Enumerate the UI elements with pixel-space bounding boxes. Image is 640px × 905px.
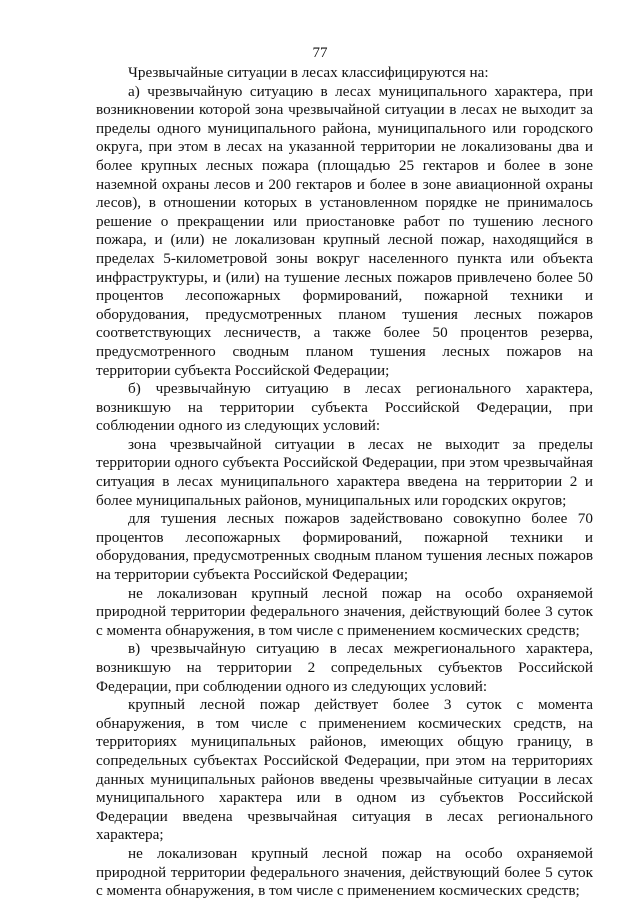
paragraph-item-b: б) чрезвычайную ситуацию в лесах регионального характера, возникшую на территории субъекта Российской Федерации, при соблюдении одного из следующих условий: bbox=[96, 380, 593, 435]
paragraph-item-c: в) чрезвычайную ситуацию в лесах межрегионального характера, возникшую на территории 2 сопредельных субъектов Российской Федерации, при соблюдении одного из следующих условий: bbox=[96, 640, 593, 695]
paragraph-condition-c2: не локализован крупный лесной пожар на особо охраняемой природной территории федерального значения, действующий более 5 суток с момента обнаружения, в том числе с применением космических средств; bbox=[96, 844, 593, 900]
paragraph-item-a: а) чрезвычайную ситуацию в лесах муниципального характера, при возникновении которой зона чрезвычайной ситуации в лесах не выходит за пределы одного муниципального района, муниципального или городского округа, при этом в лесах на указанной территории не локализованы два и более крупных лесных пожара (площадью 25 гектаров и более в зоне наземной охраны лесов и 200 гектаров и более в зоне авиационной охраны лесов), в отношении которых в установленном порядке не принималось решение о прекращении или приостановке работ по тушению лесного пожара, и (или) не локализован крупный лесной пожар, находящийся в пределах 5-километровой зоны вокруг населенного пункта или объекта инфраструктуры, и (или) на тушение лесных пожаров привлечено более 50 процентов лесопожарных формирований, пожарной техники и оборудования, предусмотренных планом тушения лесных пожаров соответствующих лесничеств, а также более 50 процентов резерва, предусмотренного сводным планом тушения лесных пожаров на территории субъекта Российской Федерации; bbox=[96, 82, 593, 379]
paragraph-condition-b3: не локализован крупный лесной пожар на особо охраняемой природной территории федерального значения, действующий более 3 суток с момента обнаружения, в том числе с применением космических средств; bbox=[96, 584, 593, 639]
paragraph-condition-b1: зона чрезвычайной ситуации в лесах не выходит за пределы территории одного субъекта Российской Федерации, при этом чрезвычайная ситуация в лесах муниципального характера введена на территории 2 и более муниципальных районов, муниципальных или городских округов; bbox=[96, 435, 593, 509]
paragraph-condition-c1: крупный лесной пожар действует более 3 суток с момента обнаружения, в том числе с применением космических средств, на территориях муниципальных районов, имеющих общую границу, в сопредельных субъектах Российской Федерации, при этом на территориях данных муниципальных районов введены чрезвычайные ситуации в лесах муниципального характера или в одном из субъектов Российской Федерации введена чрезвычайная ситуация в лесах регионального характера; bbox=[96, 696, 593, 844]
paragraph-intro: Чрезвычайные ситуации в лесах классифицируются на: bbox=[128, 64, 489, 81]
document-body bbox=[96, 64, 593, 901]
paragraph-condition-b2: для тушения лесных пожаров задействовано совокупно более 70 процентов лесопожарных формирований, пожарной техники и оборудования, предусмотренных сводным планом тушения лесных пожаров на территории субъекта Российской Федерации; bbox=[96, 510, 593, 584]
page-number: 77 bbox=[312, 45, 328, 61]
